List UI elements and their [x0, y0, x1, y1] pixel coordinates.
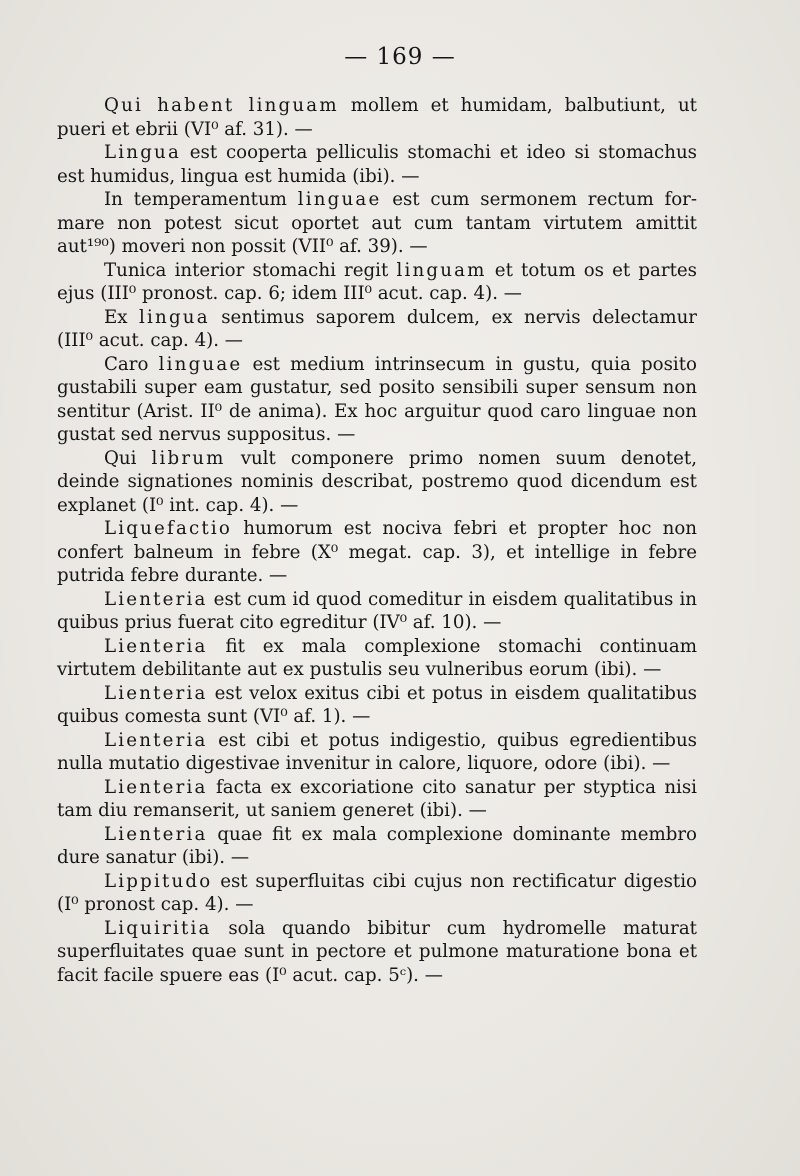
entry: Tunica interior stomachi regit linguam et totum os et partes ejus (III⁰ pronost. cap. 6; idem III⁰ acut. cap. 4). — [57, 259, 697, 304]
entry: Lienteria quae fit ex mala complexione dominante membro dure sanatur (ibi). — [57, 823, 697, 868]
entry-keyword: Lingua [104, 142, 182, 163]
entry: Lienteria facta ex excoriatione cito sanatur per styptica nisi tam diu remanserit, ut saniem generet (ibi). — [57, 776, 697, 821]
entry: Lienteria est cum id quod comeditur in eisdem qualitatibus in quibus prius fuerat cito egreditur (IV⁰ af. 10). — [57, 588, 697, 633]
entry: Caro linguae est medium intrinsecum in gustu, quia posito gustabili super eam gustatur, sed posito sensibili super sensum non sentitur (Arist. II⁰ de anima). Ex hoc arguitur quod caro linguae non gustat sed nervus suppositus. — [57, 353, 698, 445]
page-number: — 169 — [344, 44, 456, 70]
entry-keyword: Lippitudo [104, 870, 213, 892]
entry: Qui librum vult componere primo nomen suum denotet, deinde signationes nominis describat, postremo quod dicendum est explanet (I⁰ int. cap. 4). — [57, 447, 697, 516]
entry-keyword: Lienteria [104, 588, 208, 610]
entry: Ex lingua sentimus saporem dulcem, ex nervis delectamur (III⁰ acut. cap. 4). — [57, 306, 697, 351]
entry-keyword: linguam [396, 259, 487, 281]
entry: Qui habent linguam mollem et humidam, balbutiunt, ut pueri et ebrii (VI⁰ af. 31). — [57, 95, 697, 140]
entry-keyword: Lienteria [104, 776, 208, 798]
entry-keyword: Lienteria [104, 823, 208, 845]
entry: In temperamentum linguae est cum sermonem rectum formare non potest sicut oportet aut cum tantam virtutem amittit aut¹⁹⁰) moveri non possit (VII⁰ af. 39). — [57, 189, 697, 257]
entry-keyword: Lienteria [104, 729, 208, 751]
entry: Liquiritia sola quando bibitur cum hydromelle maturat superfluitates quae sunt in pectore et pulmone maturatione bona et facit facile spuere eas (I⁰ acut. cap. 5ᶜ). — [57, 917, 697, 986]
entry-keyword: librum [151, 447, 226, 469]
entry-keyword: Lienteria [104, 635, 208, 657]
entry: Lienteria fit ex mala complexione stomachi continuam virtutem debilitante aut ex pustulis seu vulneribus eorum (ibi). — [57, 635, 697, 680]
body-text [57, 94, 697, 987]
entry-keyword: lingua [139, 306, 210, 328]
entry: Lingua est cooperta pelliculis stomachi et ideo si stomachus est humidus, lingua est humida (ibi). — [57, 142, 697, 187]
entry: Lienteria est cibi et potus indigestio, quibus egredientibus nulla mutatio digestivae invenitur in calore, liquore, odore (ibi). — [57, 729, 697, 774]
entry-keyword: linguae [158, 353, 243, 375]
entry: Lienteria est velox exitus cibi et potus in eisdem qualitatibus quibus comesta sunt (VI⁰ af. 1). — [57, 682, 697, 727]
entry-keyword: Qui habent linguam [104, 95, 339, 116]
entry-keyword: linguae [297, 189, 382, 210]
entry: Liquefactio humorum est nociva febri et propter hoc non confert balneum in febre (X⁰ megat. cap. 3), et intellige in febre putrida febre durante. — [57, 518, 697, 586]
entry: Lippitudo est superfluitas cibi cujus non rectificatur digestio (I⁰ pronost cap. 4). — [57, 870, 697, 915]
entry-keyword: Liquefactio [104, 518, 233, 539]
entry-keyword: Liquiritia [104, 917, 212, 939]
entry-keyword: Lienteria [104, 682, 208, 704]
